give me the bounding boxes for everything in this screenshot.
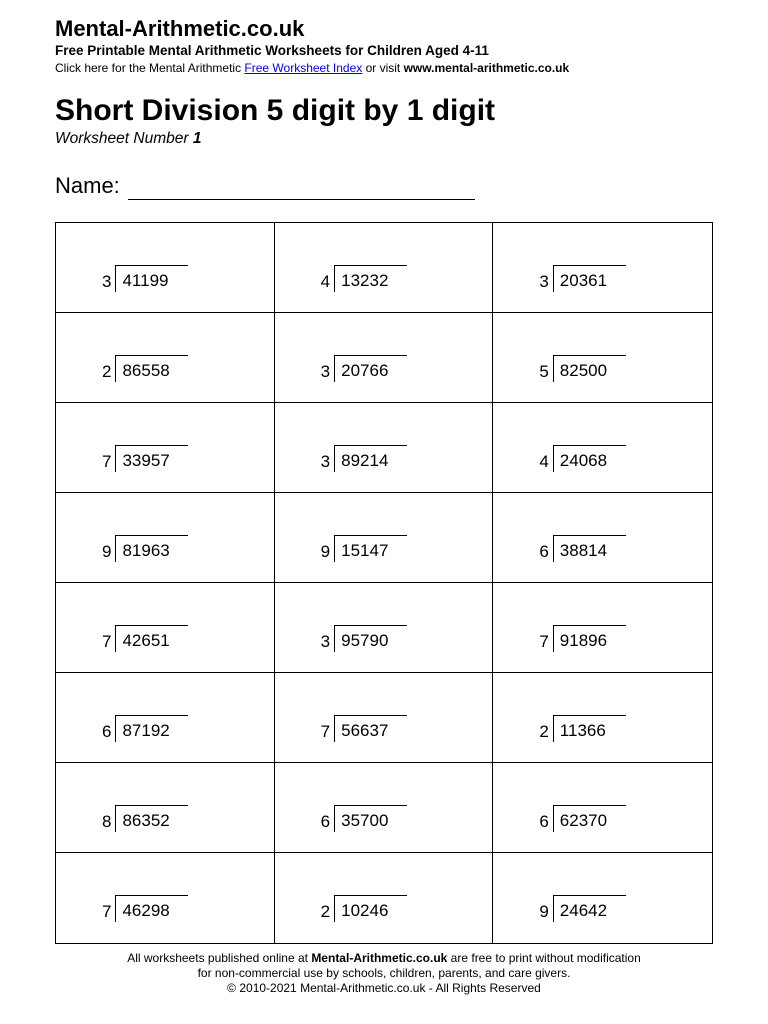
- problem-cell: [275, 763, 494, 853]
- problem-grid: [55, 222, 713, 944]
- division-problem: [102, 355, 188, 382]
- footer: [0, 951, 768, 996]
- site-tagline: Free Printable Mental Arithmetic Worksheets for Children Aged 4-11: [55, 43, 489, 58]
- divisor: 9: [102, 542, 112, 561]
- visit-prefix: Click here for the Mental Arithmetic: [55, 61, 245, 75]
- worksheet-number-value: 1: [192, 130, 202, 147]
- dividend: 11366: [553, 715, 626, 742]
- divisor: 7: [102, 452, 112, 471]
- dividend: 82500: [553, 355, 626, 382]
- division-problem: [539, 715, 625, 742]
- problem-cell: [56, 493, 275, 583]
- footer-line-1-suffix: are free to print without modification: [447, 951, 641, 965]
- divisor: 2: [539, 722, 549, 741]
- dividend: 41199: [115, 265, 188, 292]
- divisor: 3: [320, 632, 331, 651]
- free-worksheet-index-link[interactable]: Free Worksheet Index: [244, 61, 363, 75]
- division-problem: [539, 625, 625, 652]
- division-problem: [539, 355, 625, 382]
- division-problem: [321, 355, 407, 382]
- divisor: 9: [320, 542, 331, 561]
- divisor: 6: [320, 812, 331, 831]
- division-problem: [321, 535, 407, 562]
- dividend: 10246: [334, 895, 407, 922]
- dividend: 86352: [115, 805, 188, 832]
- division-problem: [102, 625, 188, 652]
- dividend: 95790: [334, 625, 407, 652]
- division-problem: [539, 445, 625, 472]
- footer-line-2: for non-commercial use by schools, children, parents, and care givers.: [197, 966, 571, 980]
- division-problem: [539, 805, 625, 832]
- dividend: 15147: [334, 535, 407, 562]
- dividend: 20766: [334, 355, 407, 382]
- division-problem: [321, 715, 407, 742]
- dividend: 33957: [115, 445, 188, 472]
- name-row: [55, 172, 475, 200]
- divisor: 2: [102, 362, 112, 381]
- divisor: 7: [539, 632, 549, 651]
- dividend: 81963: [115, 535, 188, 562]
- divisor: 4: [320, 272, 331, 291]
- problem-cell: [56, 403, 275, 493]
- footer-site-name: Mental-Arithmetic.co.uk: [311, 951, 448, 965]
- divisor: 4: [539, 452, 549, 471]
- footer-line-1-prefix: All worksheets published online at: [127, 951, 312, 965]
- problem-cell: [493, 223, 712, 313]
- problem-cell: [56, 583, 275, 673]
- divisor: 3: [320, 452, 331, 471]
- visit-line: [55, 61, 569, 75]
- problem-cell: [275, 223, 494, 313]
- site-url: www.mental-arithmetic.co.uk: [403, 61, 570, 75]
- dividend: 20361: [553, 265, 626, 292]
- dividend: 89214: [334, 445, 407, 472]
- division-problem: [321, 265, 407, 292]
- divisor: 7: [320, 722, 331, 741]
- division-problem: [539, 265, 625, 292]
- divisor: 6: [102, 722, 112, 741]
- name-label: Name:: [55, 173, 120, 198]
- divisor: 3: [539, 272, 549, 291]
- problem-cell: [493, 673, 712, 763]
- dividend: 46298: [115, 895, 188, 922]
- division-problem: [102, 805, 188, 832]
- dividend: 24068: [553, 445, 626, 472]
- problem-cell: [493, 583, 712, 673]
- dividend: 62370: [553, 805, 626, 832]
- dividend: 38814: [553, 535, 626, 562]
- division-problem: [102, 265, 188, 292]
- divisor: 5: [539, 362, 549, 381]
- problem-cell: [275, 493, 494, 583]
- problem-cell: [275, 583, 494, 673]
- problem-cell: [56, 313, 275, 403]
- problem-cell: [275, 313, 494, 403]
- site-title: Mental-Arithmetic.co.uk: [55, 16, 305, 41]
- division-problem: [539, 895, 625, 922]
- worksheet-number-label: Worksheet Number: [55, 130, 193, 147]
- problem-cell: [56, 853, 275, 943]
- name-blank-line[interactable]: [128, 175, 475, 200]
- divisor: 6: [539, 812, 549, 831]
- problem-cell: [493, 853, 712, 943]
- division-problem: [321, 445, 407, 472]
- divisor: 3: [320, 362, 331, 381]
- divisor: 2: [320, 902, 331, 921]
- problem-cell: [493, 403, 712, 493]
- dividend: 13232: [334, 265, 407, 292]
- worksheet-title: Short Division 5 digit by 1 digit: [55, 94, 496, 127]
- division-problem: [321, 895, 407, 922]
- divisor: 8: [102, 812, 112, 831]
- dividend: 56637: [334, 715, 407, 742]
- division-problem: [321, 625, 407, 652]
- dividend: 87192: [115, 715, 188, 742]
- worksheet-number: [55, 130, 201, 148]
- division-problem: [102, 445, 188, 472]
- division-problem: [102, 715, 188, 742]
- problem-cell: [275, 673, 494, 763]
- dividend: 86558: [115, 355, 188, 382]
- divisor: 6: [539, 542, 549, 561]
- division-problem: [539, 535, 625, 562]
- dividend: 91896: [553, 625, 626, 652]
- footer-copyright: © 2010-2021 Mental-Arithmetic.co.uk - All Rights Reserved: [227, 981, 541, 995]
- problem-cell: [493, 493, 712, 583]
- divisor: 9: [539, 902, 549, 921]
- dividend: 35700: [334, 805, 407, 832]
- problem-cell: [56, 673, 275, 763]
- dividend: 42651: [115, 625, 188, 652]
- visit-middle: or visit: [362, 61, 404, 75]
- division-problem: [102, 895, 188, 922]
- divisor: 3: [102, 272, 112, 291]
- division-problem: [321, 805, 407, 832]
- problem-cell: [275, 403, 494, 493]
- footer-line-1: [0, 951, 768, 966]
- problem-cell: [275, 853, 494, 943]
- problem-cell: [493, 763, 712, 853]
- problem-cell: [56, 223, 275, 313]
- problem-cell: [56, 763, 275, 853]
- divisor: 7: [102, 902, 112, 921]
- dividend: 24642: [553, 895, 626, 922]
- problem-cell: [493, 313, 712, 403]
- division-problem: [102, 535, 188, 562]
- divisor: 7: [102, 632, 112, 651]
